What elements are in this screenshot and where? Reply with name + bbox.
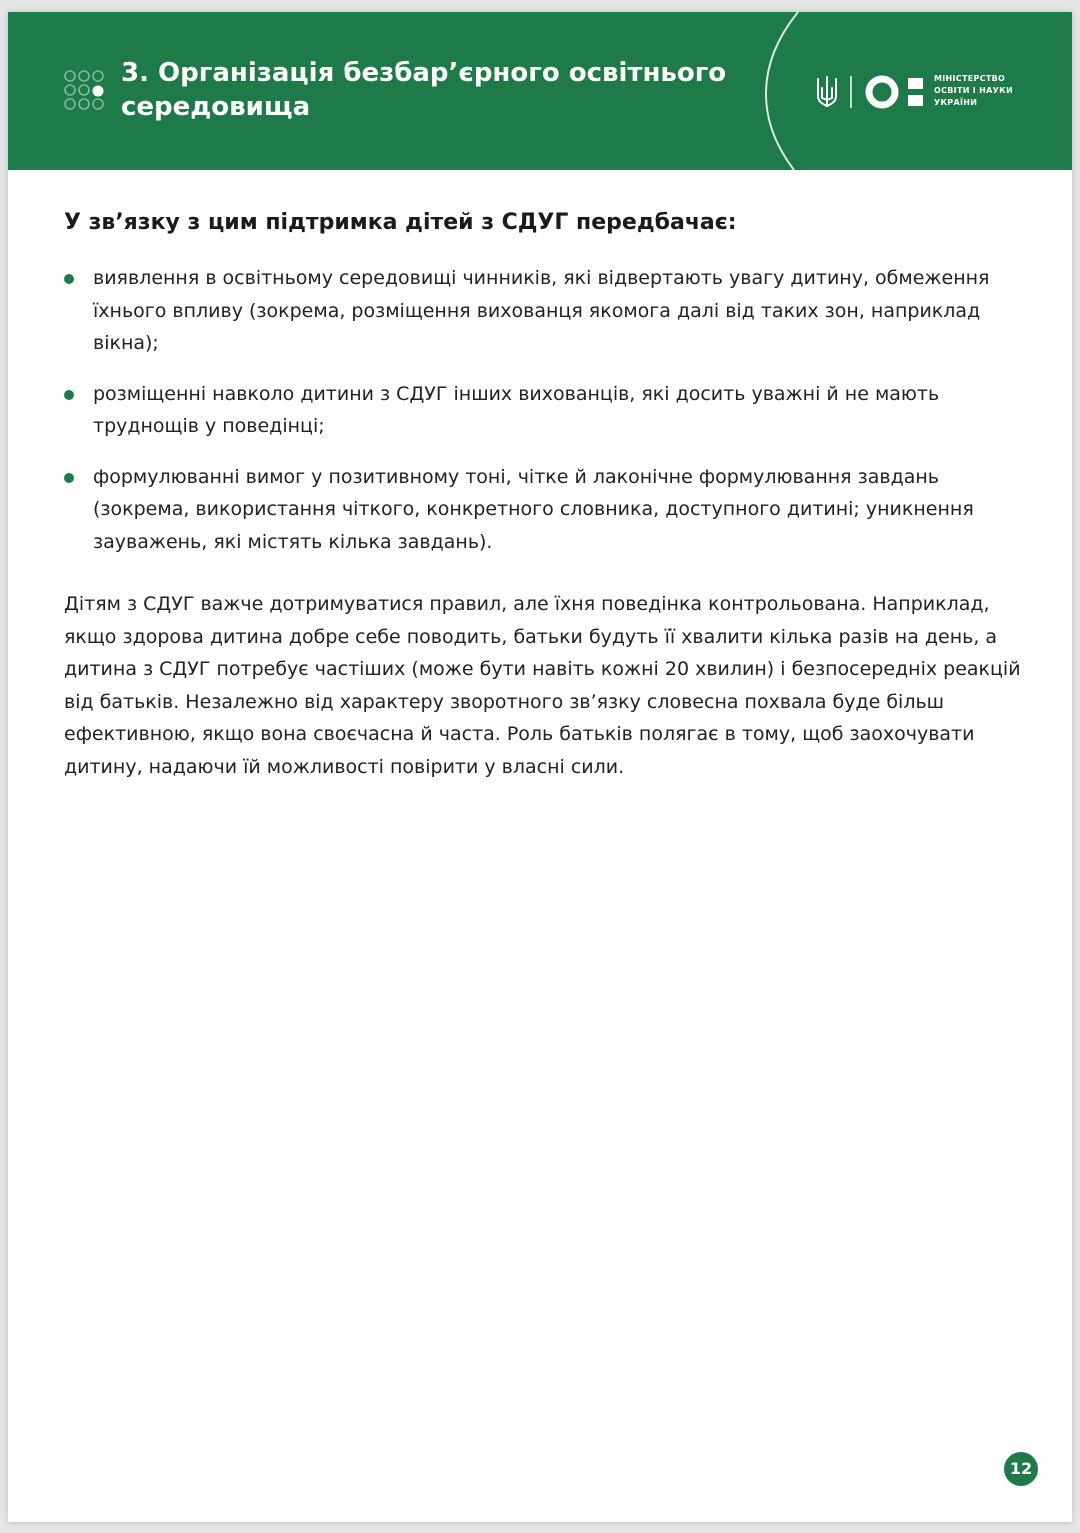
- body-paragraph: Дітям з СДУГ важче дотримуватися правил, але їхня поведінка контрольована. Наприклад, якщо здорова дитина добре себе поводить, батьки будуть її хвалити кілька разів на день, а дитина з СДУГ потребує частіших (може бути навіть кожні 20 хвилин) і безпосередніх реакцій від батьків. Незалежно від характеру зворотного зв’язку словесна похвала буде більш ефективною, якщо вона своєчасна й часта. Роль батьків полягає в тому, щоб заохочувати дитину, надаючи їй можливості повірити у власні сили.: [64, 593, 1021, 778]
- page-number-badge: 12: [1004, 1452, 1038, 1486]
- document-page: [8, 12, 1072, 1522]
- bullet-list: [64, 262, 1024, 558]
- list-item: [64, 461, 1024, 559]
- list-item-text: виявлення в освітньому середовищі чинників, які відвертають увагу дитину, обмеження їхнього впливу (зокрема, розміщення вихованця якомога далі від таких зон, наприклад вікна);: [93, 267, 990, 354]
- trident-icon: [814, 74, 840, 110]
- content-heading: У зв’язку з цим підтримка дітей з СДУГ передбачає:: [64, 210, 737, 235]
- list-item: [64, 378, 1024, 443]
- bullet-icon: [64, 390, 74, 400]
- page-header: [8, 12, 1072, 170]
- page-content: [64, 208, 1024, 783]
- list-item: [64, 262, 1024, 360]
- ministry-name: [934, 73, 1013, 109]
- section-dots-icon: [62, 68, 106, 114]
- bullet-icon: [64, 274, 74, 284]
- ministry-line: УКРАЇНИ: [934, 98, 978, 107]
- mon-logo-icon: [864, 74, 928, 110]
- bullet-icon: [64, 473, 74, 483]
- list-item-text: формулюванні вимог у позитивному тоні, чітке й лаконічне формулювання завдань (зокрема, використання чіткого, конкретного словника, доступного дитині; уникнення зауважень, які містять кілька завдань).: [93, 465, 974, 553]
- ministry-line: ОСВІТИ І НАУКИ: [934, 86, 1013, 95]
- logo-divider: [850, 76, 852, 108]
- ministry-line: МІНІСТЕРСТВО: [934, 74, 1006, 83]
- section-title: 3. Організація безбар’єрного освітнього середовища: [121, 58, 727, 122]
- list-item-text: розміщенні навколо дитини з СДУГ інших вихованців, які досить уважні й не мають труднощів у поведінці;: [93, 382, 940, 437]
